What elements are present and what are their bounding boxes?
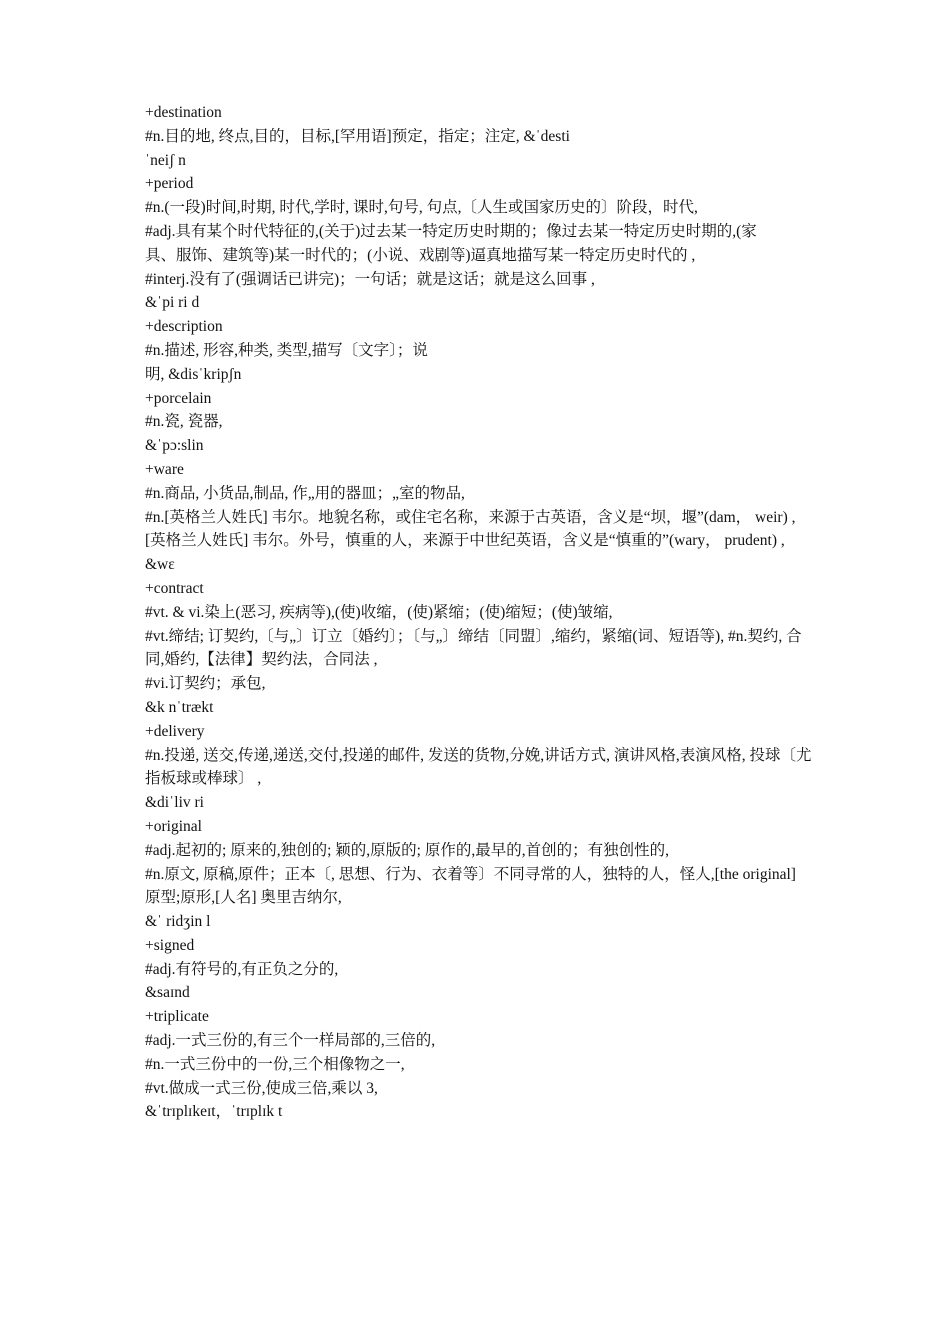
definition-line: #n.[英格兰人姓氏] 韦尔。地貌名称，或住宅名称，来源于古英语，含义是“坝，堰”(dam， weir) ,[英格兰人姓氏] 韦尔。外号，慎重的人，来源于中世纪英语，含义是“慎重的”(wary， prudent) , [145,508,796,550]
headword: +triplicate [145,1008,209,1026]
pronunciation-line: &k nˈtrækt [145,698,214,716]
headword: +original [145,817,202,835]
definition-line: #n.瓷, 瓷器, [145,413,223,431]
definition-line: #vi.订契约；承包, [145,675,266,693]
definition-line: #n.原文, 原稿,原件；正本〔, 思想、行为、衣着等〕不同寻常的人，独特的人，怪人,[the original] [145,865,796,883]
definition-line: #adj.有符号的,有正负之分的, [145,960,339,978]
pronunciation-line: &saɪnd [145,984,190,1002]
headword: +delivery [145,722,205,740]
pronunciation-line: &ˈ ridʒin l [145,913,211,931]
headword: +porcelain [145,389,212,407]
headword: +ware [145,460,184,478]
definition-line: 具、服饰、建筑等)某一时代的；(小说、戏剧等)逼真地描写某一特定历史时代的 , [145,246,696,264]
definition-line: #adj.起初的; 原来的,独创的; 颖的,原版的; 原作的,最早的,首创的；有独创性的, [145,841,669,859]
headword: +contract [145,579,204,597]
pronunciation-line: &ˈtrɪplɪkeɪt，ˈtrɪplɪk t [145,1103,283,1121]
definition-line: #interj.没有了(强调话已讲完)；一句话；就是这话；就是这么回事 , [145,270,595,288]
definition-line: 原型;原形,[人名] 奥里吉纳尔, [145,889,342,907]
definition-line: #n.商品, 小货品,制品, 作„用的器皿；„室的物品, [145,484,465,502]
headword: +description [145,318,223,336]
definition-line: #n.目的地, 终点,目的，目标,[罕用语]预定，指定；注定, &ˈdesti [145,127,570,145]
headword: +destination [145,104,222,121]
headword: +signed [145,936,195,954]
pronunciation-line: &diˈliv ri [145,794,204,812]
dictionary-entries [145,101,813,1124]
pronunciation-line: &ˈpi ri d [145,294,200,312]
definition-line: #vt. & vi.染上(恶习, 疾病等),(使)收缩，(使)紧缩；(使)缩短；(使)皱缩, [145,603,613,621]
definition-line: #adj.具有某个时代特征的,(关于)过去某一特定历史时期的；像过去某一特定历史时期的,(家 [145,222,757,240]
definition-line: #adj.一式三份的,有三个一样局部的,三倍的, [145,1032,436,1050]
definition-line: 明, &disˈkripʃn [145,365,242,383]
definition-line: #vt.做成一式三份,使成三倍,乘以 3, [145,1079,378,1097]
pronunciation-line: &ˈpɔ:slin [145,437,204,455]
definition-line: #vt.缔结; 订契约,〔与„〕订立〔婚约〕；〔与„〕缔结〔同盟〕,缩约，紧缩(词、短语等), #n.契约, 合同,婚约,【法律】契约法，合同法 , [145,627,802,669]
definition-line: #n.描述, 形容,种类, 类型,描写〔文字〕；说 [145,341,428,359]
definition-line: #n.一式三份中的一份,三个相像物之一, [145,1055,405,1073]
pronunciation-line: &wɛ [145,556,175,574]
headword: +period [145,175,194,193]
definition-line: #n.(一段)时间,时期, 时代,学时, 课时,句号, 句点,〔人生或国家历史的〕阶段，时代, [145,199,698,217]
definition-line: #n.投递, 送交,传递,递送,交付,投递的邮件, 发送的货物,分娩,讲话方式, 演讲风格,表演风格, 投球〔尤指板球或棒球〕 , [145,746,812,788]
pronunciation-line: ˈneiʃ n [145,151,186,169]
